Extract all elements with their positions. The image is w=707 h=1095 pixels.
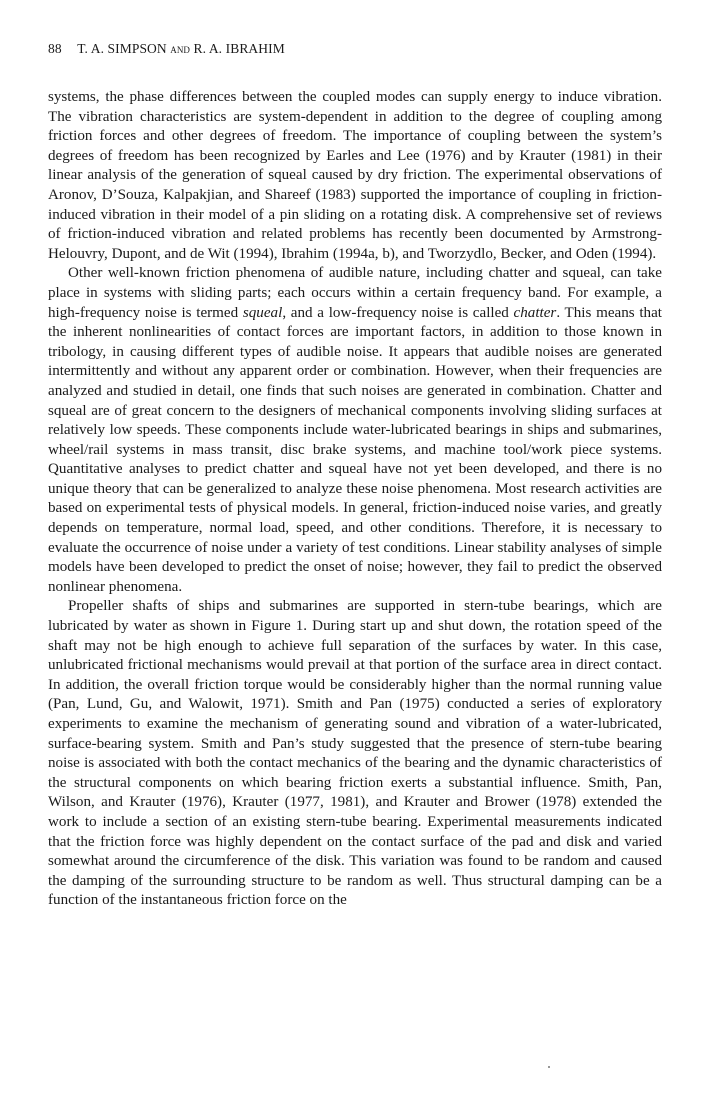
- term-chatter: chatter: [513, 304, 557, 321]
- body-text: [48, 88, 662, 911]
- paragraph-1: systems, the phase differences between the coupled modes can supply energy to induce vibration. The vibration characteristics are system-dependent in addition to the degree of coupling among friction forces and other degrees of freedom. The importance of coupling between the system’s degrees of freedom has been recognized by Earles and Lee (1976) and by Krauter (1981) in their linear analysis of the generation of squeal caused by dry friction. The experimental observations of Aronov, D’Souza, Kalpakjian, and Shareef (1983) supported the importance of coupling in friction-induced vibration in their model of a pin sliding on a rotating disk. A comprehensive set of reviews of friction-induced vibration and related problems has recently been documented by Armstrong-Helouvry, Dupont, and de Wit (1994), Ibrahim (1994a, b), and Tworzydlo, Becker, and Oden (1994).: [48, 89, 662, 262]
- scan-speck: [548, 1066, 550, 1068]
- page: [48, 40, 662, 911]
- paragraph-2-part-a: Other well-known friction phenomena of audible nature, including chatter and squeal, can take place in systems with sliding parts; each occurs within a certain frequency band. For example, a high-frequency noise is termed: [48, 265, 662, 321]
- paragraph-2: [48, 264, 662, 597]
- page-number: 88: [48, 41, 62, 56]
- paragraph-2-part-c: . This means that the inherent nonlinearities of contact forces are important factors, in addition to those known in tribology, in causing different types of audible noise. It appears that audible noises are generated intermittently and without any apparent order or combination. However, when their frequencies are analyzed and studied in detail, one finds that such noises are generated in combination. Chatter and squeal are of great concern to the designers of mechanical components involving sliding surfaces at relatively low speeds. These components include water-lubricated bearings in ships and submarines, wheel/rail systems in mass transit, disc brake systems, and machine tool/work piece systems. Quantitative analyses to predict chatter and squeal have not yet been developed, and there is no unique theory that can be generalized to analyze these noise phenomena. Most research activities are based on experimental tests of physical models. In general, friction-induced noise varies, and greatly depends on temperature, normal load, speed, and other conditions. Therefore, it is necessary to evaluate the occurrence of noise under a variety of test conditions. Linear stability analyses of simple models have been developed to predict the onset of noise; however, they fail to predict the observed nonlinear phenomena.: [48, 304, 662, 595]
- term-squeal: squeal: [242, 304, 283, 321]
- running-head: [48, 40, 662, 58]
- paragraph-3: Propeller shafts of ships and submarines are supported in stern-tube bearings, which are lubricated by water as shown in Figure 1. During start up and shut down, the rotation speed of the shaft may not be high enough to achieve full separation of the surfaces by water. In this case, unlubricated frictional mechanisms would prevail at that portion of the surface area in direct contact. In addition, the overall friction torque would be considerably higher than the normal running value (Pan, Lund, Gu, and Walowit, 1971). Smith and Pan (1975) conducted a series of exploratory experiments to examine the mechanism of generating sound and vibration of a water-lubricated, surface-bearing system. Smith and Pan’s study suggested that the presence of stern-tube bearing noise is associated with both the contact mechanics of the bearing and the dynamic characteristics of the structural components on which bearing friction exerts a substantial influence. Smith, Pan, Wilson, and Krauter (1976), Krauter (1977, 1981), and Krauter and Brower (1978) extended the work to include a section of an existing stern-tube bearing. Experimental measurements indicated that the friction force was highly dependent on the contact surface of the pad and disk and varied somewhat around the circumference of the disk. This variation was found to be random and caused the damping of the surrounding structure to be random as well. Thus structural damping can be a function of the instantaneous friction force on the: [48, 598, 662, 909]
- paragraph-2-part-b: , and a low-frequency noise is called: [282, 304, 514, 321]
- author-names: T. A. SIMPSON and R. A. IBRAHIM: [77, 41, 285, 56]
